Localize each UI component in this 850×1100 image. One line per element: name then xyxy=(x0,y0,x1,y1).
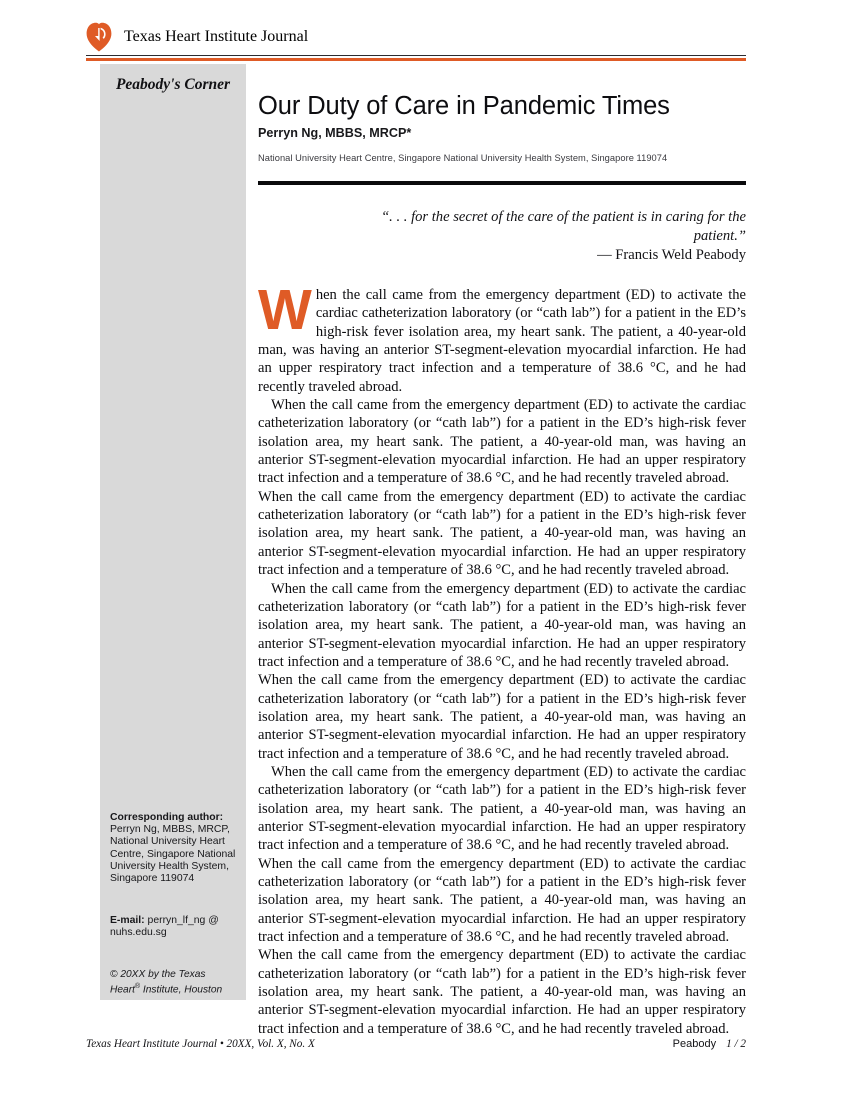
body-paragraph: When the call came from the emergency department (ED) to activate the cardiac catheterization laboratory (or “cath lab”) for a patient in the ED’s high-risk fever isolation area, my heart sank. The patient, a 40-year-old man, was having an anterior ST-segment-elevation myocardial infarction. He had an upper respiratory tract infection and a temperature of 38.6 °C, and he had recently traveled abroad. xyxy=(258,580,746,670)
author-affiliation: National University Heart Centre, Singapore National University Health System, Singapore 119074 xyxy=(258,153,668,163)
copyright-block xyxy=(110,969,240,997)
email-address[interactable]: perryn_lf_ng @ nuhs.edu.sg xyxy=(110,915,219,939)
footer-section-label: Peabody xyxy=(672,1038,717,1050)
body-paragraph: When the call came from the emergency department (ED) to activate the cardiac catheterization laboratory (or “cath lab”) for a patient in the ED’s high-risk fever isolation area, my heart sank. The patient, a 40-year-old man, was having an anterior ST-segment-elevation myocardial infarction. He had an upper respiratory tract infection and a temperature of 38.6 °C, and he had recently traveled abroad. xyxy=(258,278,746,395)
title-divider-rule xyxy=(258,181,746,185)
journal-title: Texas Heart Institute Journal xyxy=(124,28,309,45)
epigraph-quote: “. . . for the secret of the care of the patient is in caring for the patient.” xyxy=(381,209,746,244)
epigraph xyxy=(358,208,746,265)
epigraph-attribution: — Francis Weld Peabody xyxy=(597,247,746,263)
footer-citation: Texas Heart Institute Journal • 20XX, Vol. X, No. X xyxy=(86,1038,315,1050)
body-paragraph: When the call came from the emergency department (ED) to activate the cardiac catheterization laboratory (or “cath lab”) for a patient in the ED’s high-risk fever isolation area, my heart sank. The patient, a 40-year-old man, was having an anterior ST-segment-elevation myocardial infarction. He had an upper respiratory tract infection and a temperature of 38.6 °C, and he had recently traveled abroad. xyxy=(258,855,746,946)
copyright-line-1: © 20XX by the Texas xyxy=(110,969,206,980)
page-title: Our Duty of Care in Pandemic Times xyxy=(258,92,670,121)
sidebar-panel xyxy=(100,64,246,1000)
corresponding-author-label: Corresponding author: xyxy=(110,812,224,823)
footer-page-number: 1 / 2 xyxy=(726,1038,746,1050)
author-byline: Perryn Ng, MBBS, MRCP* xyxy=(258,126,412,140)
footer-page-info xyxy=(673,1038,746,1050)
copyright-line-2-pre: Heart xyxy=(110,984,135,996)
body-paragraph: When the call came from the emergency department (ED) to activate the cardiac catheterization laboratory (or “cath lab”) for a patient in the ED’s high-risk fever isolation area, my heart sank. The patient, a 40-year-old man, was having an anterior ST-segment-elevation myocardial infarction. He had an upper respiratory tract infection and a temperature of 38.6 °C, and he had recently traveled abroad. xyxy=(258,488,746,579)
corresponding-author-details: Perryn Ng, MBBS, MRCP, National University Heart Centre, Singapore National University Health System, Singapore 119074 xyxy=(110,824,236,885)
masthead-thin-rule xyxy=(86,55,746,56)
email-block xyxy=(110,915,242,939)
masthead-accent-rule xyxy=(86,58,746,61)
email-label: E-mail: xyxy=(110,915,145,926)
corresponding-author-block xyxy=(110,812,238,885)
body-paragraph: When the call came from the emergency department (ED) to activate the cardiac catheterization laboratory (or “cath lab”) for a patient in the ED’s high-risk fever isolation area, my heart sank. The patient, a 40-year-old man, was having an anterior ST-segment-elevation myocardial infarction. He had an upper respiratory tract infection and a temperature of 38.6 °C, and he had recently traveled abroad. xyxy=(258,763,746,854)
body-paragraph: When the call came from the emergency department (ED) to activate the cardiac catheterization laboratory (or “cath lab”) for a patient in the ED’s high-risk fever isolation area, my heart sank. The patient, a 40-year-old man, was having an anterior ST-segment-elevation myocardial infarction. He had an upper respiratory tract infection and a temperature of 38.6 °C, and he had recently traveled abroad. xyxy=(258,947,746,1037)
section-kicker: Peabody's Corner xyxy=(115,76,231,93)
body-paragraph: When the call came from the emergency department (ED) to activate the cardiac catheterization laboratory (or “cath lab”) for a patient in the ED’s high-risk fever isolation area, my heart sank. The patient, a 40-year-old man, was having an anterior ST-segment-elevation myocardial infarction. He had an upper respiratory tract infection and a temperature of 38.6 °C, and he had recently traveled abroad. xyxy=(258,672,746,762)
masthead xyxy=(86,18,746,56)
body-paragraph: When the call came from the emergency department (ED) to activate the cardiac catheterization laboratory (or “cath lab”) for a patient in the ED’s high-risk fever isolation area, my heart sank. The patient, a 40-year-old man, was having an anterior ST-segment-elevation myocardial infarction. He had an upper respiratory tract infection and a temperature of 38.6 °C, and he had recently traveled abroad. xyxy=(258,397,746,487)
heart-logo-icon xyxy=(86,22,112,52)
registered-mark-icon: ® xyxy=(134,983,141,991)
article-body xyxy=(258,278,746,1038)
copyright-line-2-post: Institute, Houston xyxy=(140,984,223,996)
